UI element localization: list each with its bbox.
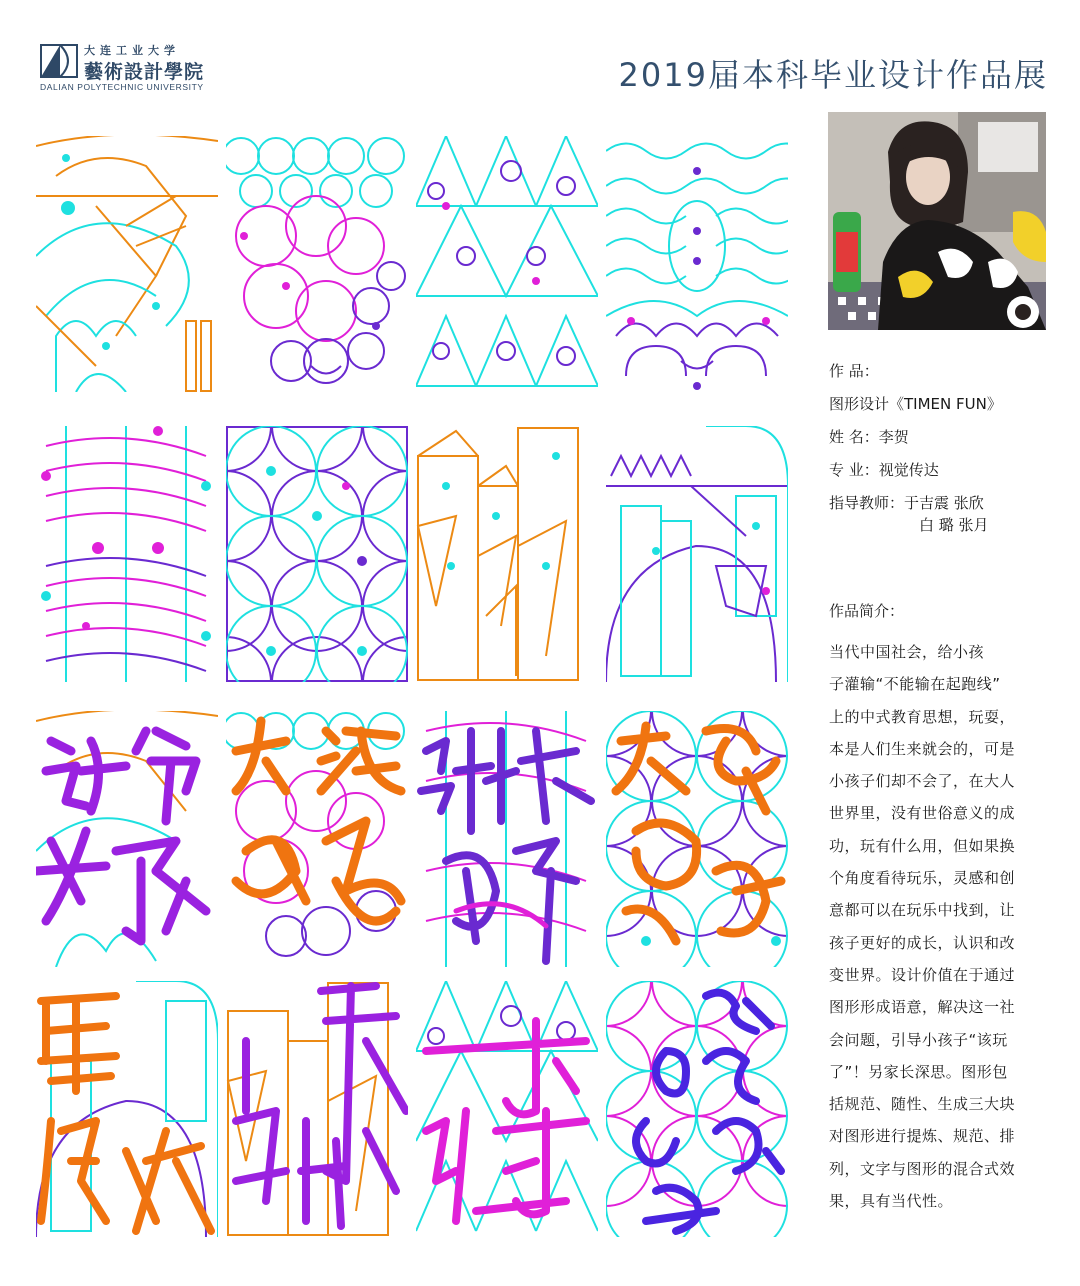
intro-line: 了”！另家长深思。图形包 xyxy=(829,1062,1008,1081)
name-label: 姓 名： xyxy=(829,428,879,446)
artwork-tile-bubbles xyxy=(226,136,408,392)
intro-line: 世界里，没有世俗意义的成 xyxy=(829,804,1016,823)
artwork-tile-calligraphy-3 xyxy=(416,711,598,967)
intro-line: 图形形成语意，解决这一社 xyxy=(829,998,1016,1017)
logo-college-cn: 藝術設計學院 xyxy=(84,61,205,83)
artwork-tile-circles xyxy=(226,426,408,682)
designer-name: 李贺 xyxy=(878,428,909,446)
intro-line: 个角度看待玩乐，灵感和创 xyxy=(829,869,1016,888)
work-label: 作 品： xyxy=(829,362,879,380)
intro-line: 小孩子们却不会了，在大人 xyxy=(829,772,1016,791)
designer-name-row xyxy=(829,426,1059,459)
artwork-tile-birds xyxy=(416,426,598,682)
artwork-grid xyxy=(36,136,792,1246)
intro-line: 意都可以在玩乐中找到，让 xyxy=(829,901,1016,920)
advisor-names-1: 于吉震 张欣 xyxy=(904,494,984,512)
intro-line: 变世界。设计价值在于通过 xyxy=(829,965,1016,984)
intro-line: 孩子更好的成长，认识和改 xyxy=(829,933,1016,952)
page-title: 2019届本科毕业设计作品展 xyxy=(618,56,1048,94)
artwork-tile-trees xyxy=(416,136,598,392)
advisor-row-2 xyxy=(829,514,1059,547)
artwork-tile-abstract xyxy=(36,136,218,392)
intro-text xyxy=(829,636,1051,1217)
artwork-tile-waves xyxy=(606,136,788,392)
artwork-tile-calligraphy-4 xyxy=(606,711,788,967)
advisor-row xyxy=(829,492,1059,514)
logo-university-cn: 大连工业大学 xyxy=(84,44,180,57)
intro-line: 会问题，引导小孩子“该玩 xyxy=(829,1030,1008,1049)
logo-university-en: DALIAN POLYTECHNIC UNIVERSITY xyxy=(40,82,204,92)
intro-line: 列，文字与图形的混合式效 xyxy=(829,1159,1016,1178)
artwork-tile-calligraphy-7 xyxy=(416,981,598,1237)
designer-photo xyxy=(828,112,1046,330)
logo-mark-icon xyxy=(40,44,78,78)
work-title: 图形设计《TIMEN FUN》 xyxy=(829,395,1002,413)
intro-line: 子灌输“不能输在起跑线” xyxy=(829,675,1001,694)
artwork-tile-calligraphy-1 xyxy=(36,711,218,967)
intro-line: 功，玩有什么用，但如果换 xyxy=(829,836,1016,855)
work-title-row xyxy=(829,393,1059,426)
major-row xyxy=(829,459,1059,492)
work-label-row xyxy=(829,360,1059,393)
work-info xyxy=(829,360,1059,547)
artwork-tile-calligraphy-2 xyxy=(226,711,408,967)
intro-line: 本是人们生来就会的，可是 xyxy=(829,739,1016,758)
intro-line: 对图形进行提炼、规范、排 xyxy=(829,1127,1016,1146)
intro-line: 当代中国社会，给小孩 xyxy=(829,643,985,661)
major-label: 专 业： xyxy=(829,461,879,479)
artwork-tile-calligraphy-6 xyxy=(226,981,408,1237)
advisor-label: 指导教师： xyxy=(829,494,905,512)
intro-line: 果，具有当代性。 xyxy=(829,1192,954,1211)
advisor-names-2: 白 璐 张月 xyxy=(919,516,989,534)
artwork-tile-calligraphy-8 xyxy=(606,981,788,1237)
intro-line: 括规范、随性、生成三大块 xyxy=(829,1095,1016,1114)
artwork-tile-calligraphy-5 xyxy=(36,981,218,1237)
school-logo xyxy=(38,42,238,94)
major-value: 视觉传达 xyxy=(878,461,939,479)
artwork-tile-spirals xyxy=(36,426,218,682)
artwork-tile-zigzag xyxy=(606,426,788,682)
intro-line: 上的中式教育思想，玩耍， xyxy=(829,707,1016,726)
header xyxy=(0,0,1080,100)
intro-heading: 作品简介： xyxy=(829,602,905,620)
